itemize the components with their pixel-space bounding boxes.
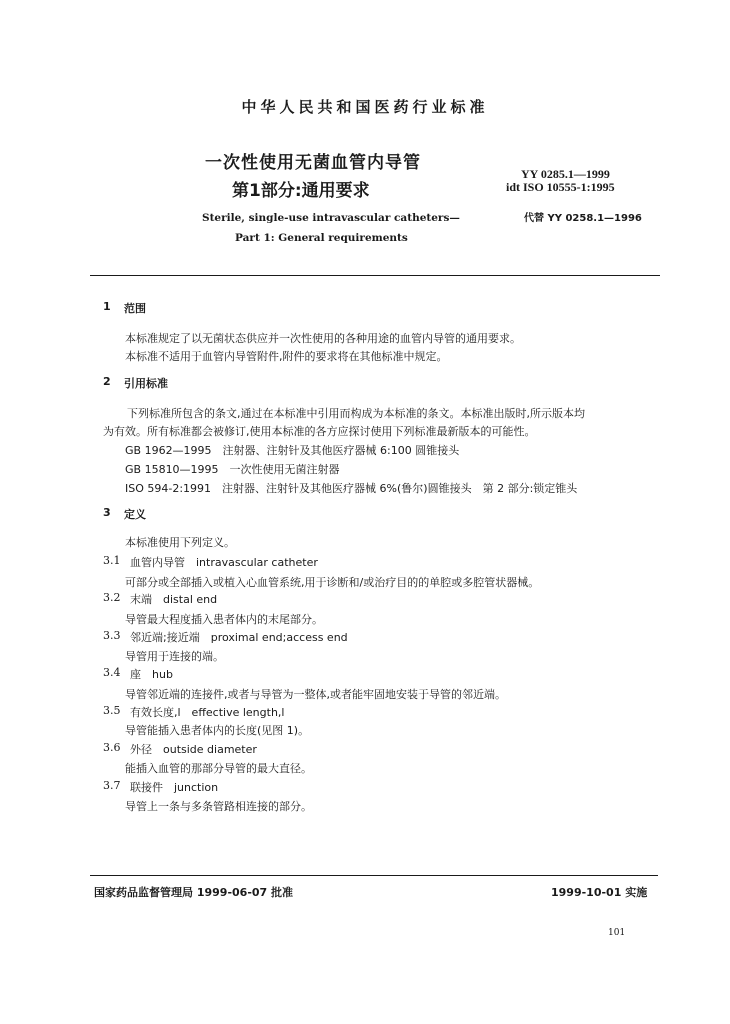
definition-3-6-number: 3.6 [103,741,121,754]
definition-3-7-term: 联接件 junction [130,781,219,794]
definition-3-5-term: 有效长度,l effective length,l [130,706,285,719]
definition-3-2-text: 导管最大程度插入患者体内的末尾部分。 [125,613,323,626]
section-2-para-line1: 下列标准所包含的条文,通过在本标准中引用而构成为本标准的条文。本标准出版时,所示版本均 [127,407,585,420]
definition-3-3-term: 邻近端;接近端 proximal end;access end [130,631,348,644]
header-divider [90,275,660,276]
section-1-title: 范围 [124,302,146,315]
definition-3-1-term: 血管内导管 intravascular catheter [130,556,318,569]
definition-3-2-number: 3.2 [103,591,121,604]
english-title-line1: Sterile, single-use intravascular catheters— [202,212,460,224]
definition-3-4-text: 导管邻近端的连接件,或者与导管为一整体,或者能牢固地安装于导管的邻近端。 [125,688,506,701]
replaces-code: 代替 YY 0258.1—1996 [524,213,642,224]
definition-3-7-text: 导管上一条与多条管路相连接的部分。 [125,800,312,813]
standard-code: YY 0285.1—1999 [521,167,610,181]
footer-divider [90,875,658,876]
document-title-line2: 第1部分:通用要求 [232,181,370,201]
definition-3-5-text: 导管能插入患者体内的长度(见图 1)。 [125,724,310,737]
section-1-para-2: 本标准不适用于血管内导管附件,附件的要求将在其他标准中规定。 [125,350,448,363]
reference-iso594: ISO 594-2:1991 注射器、注射针及其他医疗器械 6%(鲁尔)圆锥接头 第 2 部分:锁定锥头 [125,482,578,495]
definition-3-4-number: 3.4 [103,666,121,679]
english-title-line2: Part 1: General requirements [235,232,408,244]
definition-3-6-text: 能插入血管的那部分导管的最大直径。 [125,762,312,775]
section-3-intro: 本标准使用下列定义。 [125,536,235,549]
definition-3-2-term: 末端 distal end [130,593,218,606]
issuing-organization: 中华人民共和国医药行业标准 [241,98,489,116]
section-2-para-line2: 为有效。所有标准都会被修订,使用本标准的各方应探讨使用下列标准最新版本的可能性。 [103,425,536,438]
section-3-title: 定义 [124,508,146,521]
idt-code: idt ISO 10555-1:1995 [506,180,615,194]
implementation-date: 1999-10-01 实施 [551,886,648,899]
page-number: 101 [608,928,626,938]
section-2-number: 2 [103,375,111,388]
definition-3-5-number: 3.5 [103,704,121,717]
reference-gb15810: GB 15810—1995 一次性使用无菌注射器 [125,463,340,476]
reference-gb1962: GB 1962—1995 注射器、注射针及其他医疗器械 6:100 圆锥接头 [125,444,460,457]
section-3-number: 3 [103,506,111,519]
section-1-number: 1 [103,300,111,313]
approval-note: 国家药品监督管理局 1999-06-07 批准 [94,886,294,899]
definition-3-3-number: 3.3 [103,629,121,642]
section-1-para-1: 本标准规定了以无菌状态供应并一次性使用的各种用途的血管内导管的通用要求。 [125,332,521,345]
definition-3-1-text: 可部分或全部插入或植入心血管系统,用于诊断和/或治疗目的的单腔或多腔管状器械。 [125,576,540,589]
document-title-line1: 一次性使用无菌血管内导管 [205,153,421,173]
section-2-title: 引用标准 [124,377,168,390]
definition-3-6-term: 外径 outside diameter [130,743,257,756]
definition-3-3-text: 导管用于连接的端。 [125,650,224,663]
definition-3-7-number: 3.7 [103,779,121,792]
definition-3-4-term: 座 hub [130,668,173,681]
definition-3-1-number: 3.1 [103,554,121,567]
